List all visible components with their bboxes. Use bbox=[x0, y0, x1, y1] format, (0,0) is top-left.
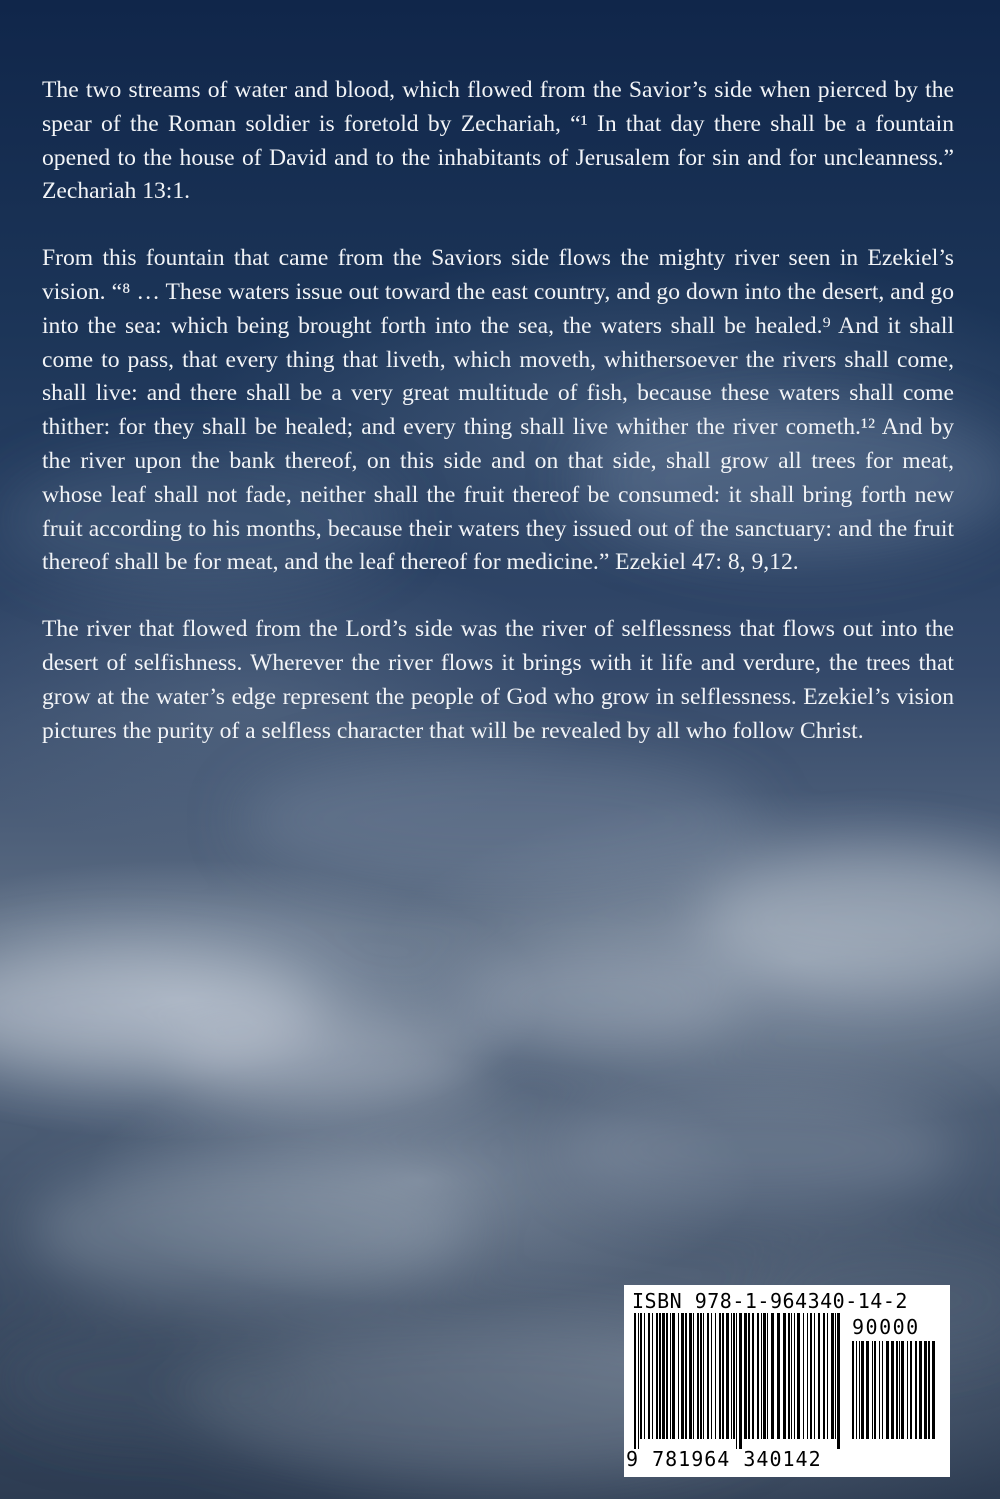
paragraph-river-of-selflessness: The river that flowed from the Lord’s side was the river of selflessness that flows out into the desert of selfishness. Wherever the river flows it brings with it life and verdure, the trees that grow at the water’s edge represent the people of God who grow in selflessness. Ezekiel’s vision pictures the purity of a selfless character that will be revealed by all who follow Christ. bbox=[42, 616, 954, 744]
blurb-text bbox=[42, 74, 954, 781]
ean13-bars bbox=[632, 1313, 846, 1449]
addon-bars bbox=[850, 1341, 942, 1449]
isbn-text: ISBN 978-1-964340-14-2 bbox=[632, 1289, 908, 1313]
paragraph-zechariah: The two streams of water and blood, which flowed from the Savior’s side when pierced by the spear of the Roman soldier is foretold by Zechariah, “¹ In that day there shall be a fountain opened to the house of David and to the inhabitants of Jerusalem for sin and for uncleanness.” Zechariah 13:1. bbox=[42, 77, 954, 205]
ean-digits: 9 781964 340142 bbox=[626, 1447, 822, 1471]
paragraph-ezekiel-vision: From this fountain that came from the Saviors side flows the mighty river seen in Ezekiel’s vision. “⁸ … These waters issue out toward the east country, and go down into the desert, and go into the sea: which being brought forth into the sea, the waters shall be healed.⁹ And it shall come to pass, that every thing that liveth, which moveth, whithersoever the rivers shall come, shall live: and there shall be a very great multitude of fish, because these waters shall come thither: for they shall be healed; and every thing shall live whither the river cometh.¹² And by the river upon the bank thereof, on this side and on that side, shall grow all trees for meat, whose leaf shall not fade, neither shall the fruit thereof be consumed: it shall bring forth new fruit according to his months, because their waters they issued out of the sanctuary: and the fruit thereof shall be for meat, and the leaf thereof for medicine.” Ezekiel 47: 8, 9,12. bbox=[42, 245, 954, 576]
isbn-barcode bbox=[624, 1285, 950, 1477]
price-code: 90000 bbox=[852, 1315, 920, 1339]
